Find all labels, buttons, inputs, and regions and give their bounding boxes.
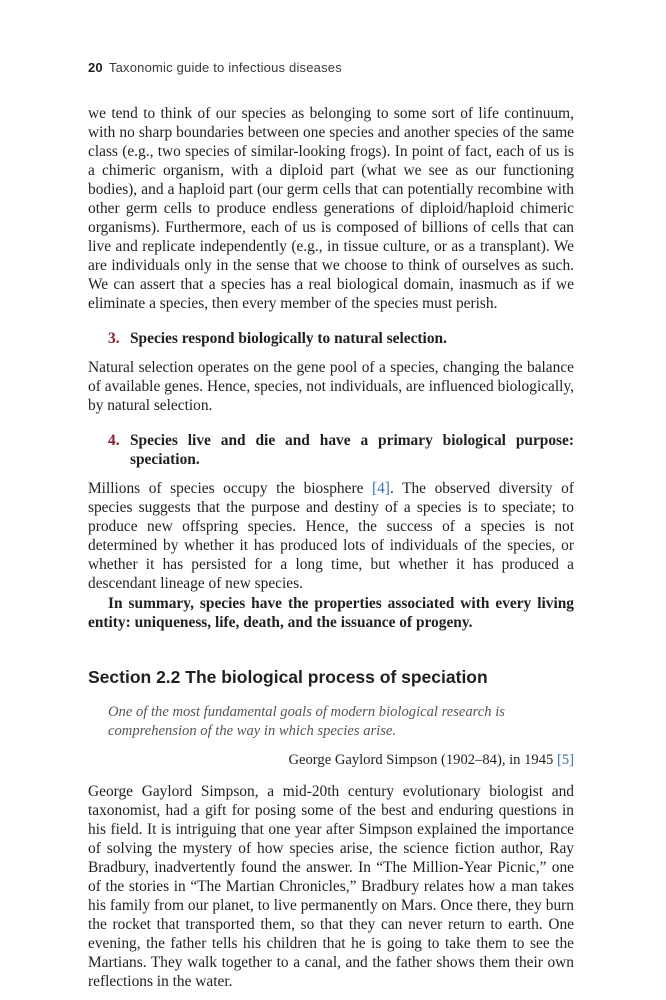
paragraph-continuum: we tend to think of our species as belonging to some sort of life continuum, with no sharp boundaries between one species and another species of the same class (e.g., two species of similar-looking frogs). In point of fact, each of us is a chimeric organism, with a diploid part (what we see as our functioning bodies), and a haploid part (our germ cells that can potentially recombine with other germ cells to produce endless generations of diploid/haploid chimeric organisms). Furthermore, each of us is composed of billions of cells that can live and replicate independently (e.g., in tissue culture, or as a transplant). We are individuals only in the sense that we choose to think of ourselves as such. We can assert that a species has a real biological domain, inasmuch as if we eliminate a species, then every member of the species must perish. bbox=[88, 105, 574, 312]
point-number: 4. bbox=[108, 432, 120, 449]
epigraph-quote: One of the most fundamental goals of modern biological research is comprehension of the way in which species arise. bbox=[108, 704, 505, 739]
summary-paragraph: In summary, species have the properties associated with every living entity: uniqueness, life, death, and the issuance of progeny. bbox=[88, 595, 574, 631]
running-title: Taxonomic guide to infectious diseases bbox=[108, 60, 342, 75]
epigraph-attribution bbox=[88, 751, 574, 770]
point-text: Species respond biologically to natural selection. bbox=[130, 330, 447, 347]
paragraph-text: Millions of species occupy the biosphere bbox=[88, 480, 372, 497]
paragraph-biosphere bbox=[88, 479, 574, 593]
point-number: 3. bbox=[108, 330, 120, 347]
running-header bbox=[88, 60, 342, 75]
paragraph-simpson: George Gaylord Simpson, a mid-20th century evolutionary biologist and taxonomist, had a gift for posing some of the best and enduring questions in his field. It is intriguing that one year after Simpson explained the importance of solving the mystery of how species arise, the science fiction author, Ray Bradbury, inadvertently found the answer. In “The Million-Year Picnic,” one of the stories in “The Martian Chronicles,” Bradbury relates how a man takes his family from our planet, to live permanently on Mars. Once there, they burn the rocket that transported them, so that they can never return to earth. One evening, the father tells his children that he is going to take them to see the Martians. They walk together to a canal, and the father shows them their own reflections in the water. bbox=[88, 783, 574, 990]
section-heading: Section 2.2 The biological process of speciation bbox=[88, 667, 488, 687]
attribution-text: George Gaylord Simpson (1902–84), in 1945 bbox=[288, 752, 557, 768]
body-text bbox=[88, 104, 574, 991]
citation-link[interactable]: [5] bbox=[556, 752, 574, 768]
page-number: 20 bbox=[88, 60, 103, 75]
numbered-point-3 bbox=[108, 329, 574, 348]
paragraph-text: . The observed diversity of species suggests that the purpose and destiny of a species is to speciate; to produce new offspring species. Hence, the success of a species is not determined by whether it has produced lots of individuals of the species, or whether it has persisted for a long time, but whether it has produced a descendant lineage of new species. bbox=[88, 480, 574, 592]
citation-link[interactable]: [4] bbox=[371, 480, 390, 497]
paragraph-natural-selection: Natural selection operates on the gene pool of a species, changing the balance of available genes. Hence, species, not individuals, are influenced biologically, by natural selection. bbox=[88, 359, 574, 414]
point-text: Species live and die and have a primary biological purpose: speciation. bbox=[130, 432, 574, 468]
numbered-point-4 bbox=[108, 431, 574, 469]
